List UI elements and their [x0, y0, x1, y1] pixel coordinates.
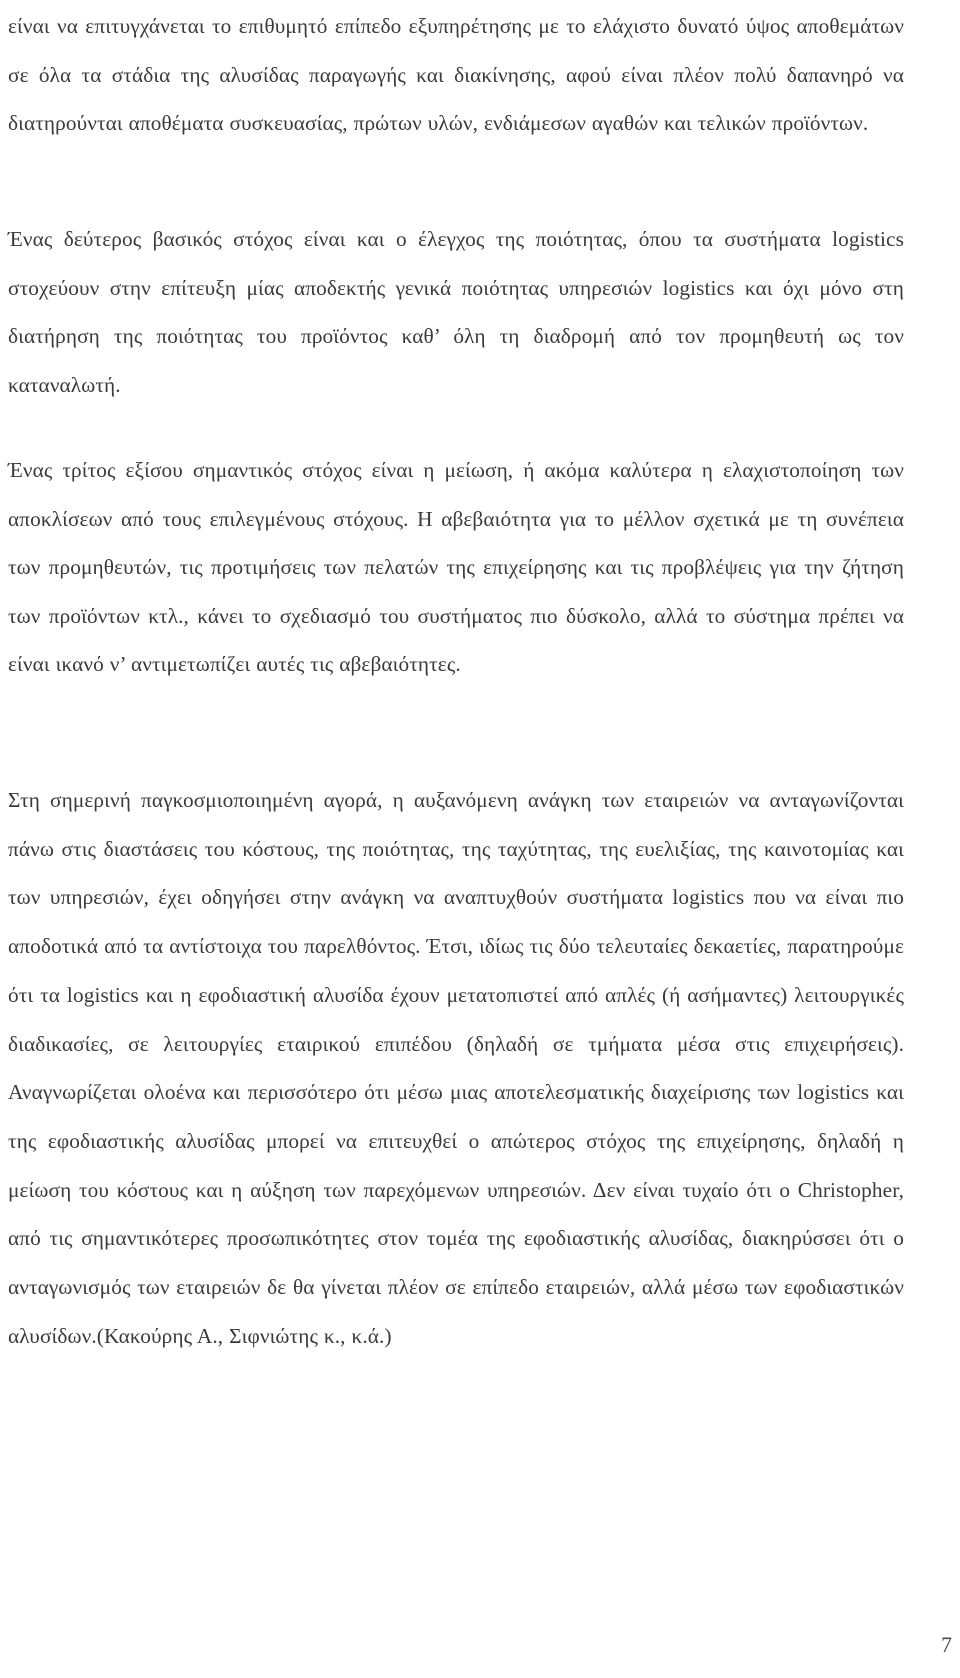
paragraph-inventory-goal: είναι να επιτυγχάνεται το επιθυμητό επίπεδο εξυπηρέτησης με το ελάχιστο δυνατό ύψος αποθεμάτων σε όλα τα στάδια της αλυσίδας παραγωγής και διακίνησης, αφού είναι πλέον πολύ δαπανηρό να διατηρούνται αποθέματα συσκευασίας, πρώτων υλών, ενδιάμεσων αγαθών και τελικών προϊόντων.: [8, 14, 904, 135]
paragraph-deviation-reduction: Ένας τρίτος εξίσου σημαντικός στόχος είναι η μείωση, ή ακόμα καλύτερα η ελαχιστοποίηση των αποκλίσεων από τους επιλεγμένους στόχους. Η αβεβαιότητα για το μέλλον σχετικά με τη συνέπεια των προμηθευτών, τις προτιμήσεις των πελατών της επιχείρησης και τις προβλέψεις για την ζήτηση των προϊόντων κτλ., κάνει το σχεδιασμό του συστήματος πιο δύσκολο, αλλά το σύστημα πρέπει να είναι ικανό ν’ αντιμετωπίζει αυτές τις αβεβαιότητες.: [8, 458, 904, 676]
paragraph-quality-control: Ένας δεύτερος βασικός στόχος είναι και ο έλεγχος της ποιότητας, όπου τα συστήματα logistics στοχεύουν στην επίτευξη μίας αποδεκτής γενικά ποιότητας υπηρεσιών logistics και όχι μόνο στη διατήρηση της ποιότητας του προϊόντος καθ’ όλη τη διαδρομή από τον προμηθευτή ως τον καταναλωτή.: [8, 227, 904, 397]
paragraph-globalized-market: Στη σημερινή παγκοσμιοποιημένη αγορά, η αυξανόμενη ανάγκη των εταιρειών να ανταγωνίζονται πάνω στις διαστάσεις του κόστους, της ποιότητας, της ταχύτητας, της ευελιξίας, της καινοτομίας και των υπηρεσιών, έχει οδηγήσει στην ανάγκη να αναπτυχθούν συστήματα logistics που να είναι πιο αποδοτικά από τα αντίστοιχα του παρελθόντος. Έτσι, ιδίως τις δύο τελευταίες δεκαετίες, παρατηρούμε ότι τα logistics και η εφοδιαστική αλυσίδα έχουν μετατοπιστεί από απλές (ή ασήμαντες) λειτουργικές διαδικασίες, σε λειτουργίες εταιρικού επιπέδου (δηλαδή σε τμήματα μέσα στις επιχειρήσεις). Αναγνωρίζεται ολοένα και περισσότερο ότι μέσω μιας αποτελεσματικής διαχείρισης των logistics και της εφοδιαστικής αλυσίδας μπορεί να επιτευχθεί ο απώτερος στόχος της επιχείρησης, δηλαδή η μείωση του κόστους και η αύξηση των παρεχόμενων υπηρεσιών. Δεν είναι τυχαίο ότι ο Christopher, από τις σημαντικότερες προσωπικότητες στον τομέα της εφοδιαστικής αλυσίδας, διακηρύσσει ότι ο ανταγωνισμός των εταιρειών δε θα γίνεται πλέον σε επίπεδο εταιρειών, αλλά μέσω των εφοδιαστικών αλυσίδων.(Κακούρης Α., Σιφνιώτης κ., κ.ά.): [8, 788, 904, 1348]
page-number: 7: [941, 1632, 952, 1657]
